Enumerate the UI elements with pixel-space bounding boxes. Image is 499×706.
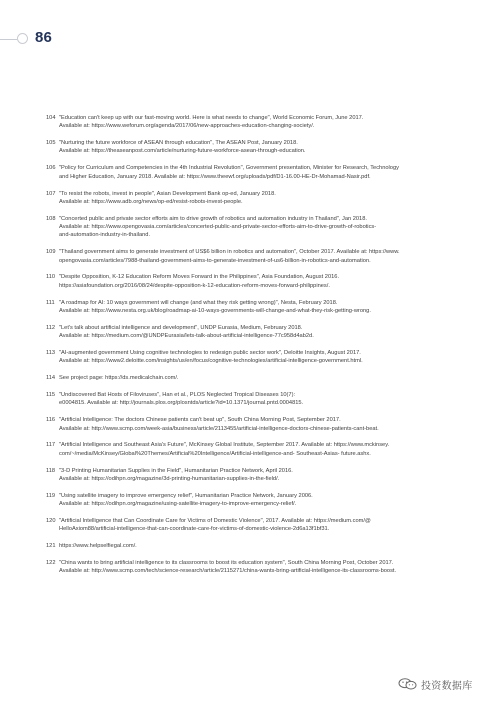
reference-citation: "Nurturing the future workforce of ASEAN through education", The ASEAN Post, January 2018. (59, 140, 298, 147)
reference-link[interactable]: and Higher Education, January 2018. Available at: https://www.theewf.org/uploads/pdf/D1-16.00-HE-Dr-Mohamad-Nasir.pdf. (59, 173, 371, 180)
reference-link[interactable]: com/~/media/McKinsey/Global%20Themes/Artificial%20Intelligence/Artificial-intelligence-and- Southeast-Asias- future.ashx. (59, 450, 371, 457)
reference-number: 122 (46, 560, 56, 567)
reference-link[interactable]: Available at: https://odihpn.org/magazine/3d-printing-humanitarian-supplies-in-the-field/. (59, 475, 280, 482)
header-rule (0, 39, 17, 40)
reference-citation: "Artificial Intelligence and Southeast Asia's Future", McKinsey Global Institute, September 2017. Available at: https://www.mckinsey. (59, 442, 390, 449)
reference-citation: "Using satellite imagery to improve emergency relief", Humanitarian Practice Network, January 2006. (59, 492, 313, 499)
reference-item (40, 517, 446, 534)
reference-number: 105 (46, 140, 56, 147)
reference-citation: https://www.helpselfiegal.com/. (59, 543, 137, 550)
reference-item (40, 164, 446, 181)
reference-item (40, 416, 446, 433)
reference-link[interactable]: Available at: https://odihpn.org/magazine/using-satellite-imagery-to-improve-emergency-relief/. (59, 501, 297, 508)
reference-number: 110 (46, 274, 56, 281)
page-number: 86 (35, 29, 53, 46)
reference-item (40, 441, 446, 458)
reference-list (40, 114, 446, 584)
reference-link[interactable]: Available at: https://www.nesta.org.uk/blog/roadmap-ai-10-ways-governments-will-change-and-what-they-risk-getting-wrong. (59, 307, 371, 314)
reference-item (40, 324, 446, 341)
reference-citation: "A roadmap for AI: 10 ways government will change (and what they risk getting wrong)", Nesta, February 2018. (59, 299, 338, 306)
reference-number: 111 (46, 299, 55, 306)
reference-citation: "3-D Printing Humanitarian Supplies in the Field", Humanitarian Practice Network, April 2016. (59, 467, 293, 474)
reference-link-continued[interactable]: and-automation-industry-in-thailand. (59, 232, 151, 239)
reference-link[interactable]: Available at: https://medium.com/@UNDPEurasia/lets-talk-about-artificial-intelligence-77c958d4ab2d. (59, 333, 314, 340)
reference-item (40, 215, 446, 240)
reference-item (40, 492, 446, 509)
reference-item (40, 467, 446, 484)
reference-link[interactable]: Available at: https://www.adb.org/news/op-ed/resist-robots-invest-people. (59, 198, 243, 205)
watermark (398, 677, 473, 691)
reference-citation: "Undiscovered Bat Hosts of Filoviruses", Han et al., PLOS Neglected Tropical Diseases 10(7): (59, 392, 296, 399)
reference-number: 104 (46, 115, 56, 121)
reference-citation: "Concerted public and private sector efforts aim to drive growth of robotics and automation industry in Thailand", Jan 2018. (59, 215, 367, 222)
reference-item (40, 114, 446, 131)
reference-number: 106 (46, 165, 56, 172)
reference-number: 107 (46, 190, 56, 197)
reference-number: 121 (46, 543, 56, 550)
reference-item (40, 190, 446, 207)
header-circle-icon (17, 33, 28, 44)
reference-item (40, 273, 446, 290)
reference-citation: "Artificial Intelligence: The doctors Chinese patients can't beat up", South China Morning Post, September 2017. (59, 417, 341, 424)
reference-link[interactable]: HelloAxiom88/artificial-intelligence-that-can-coordinate-care-for-victims-of-domestic-violence-2d6a13f1bf31. (59, 526, 330, 533)
reference-citation: "China wants to bring artificial intelligence to its classrooms to boost its education system", South China Morning Post, October 2017. (59, 560, 394, 567)
reference-citation: "AI-augmented government Using cognitive technologies to redesign public sector work", Deloitte Insights, August 2017. (59, 349, 361, 356)
reference-item (40, 559, 446, 576)
reference-number: 116 (46, 417, 56, 424)
reference-number: 115 (46, 392, 56, 399)
reference-item (40, 374, 446, 382)
reference-number: 113 (46, 349, 56, 356)
watermark-text: 投资数据库 (421, 680, 473, 692)
reference-link[interactable]: Available at: https://www.weforum.org/agenda/2017/06/new-approaches-education-changing-society/. (59, 123, 315, 130)
reference-link[interactable]: https://asiafoundation.org/2016/08/24/despite-opposition-k-12-education-reform-moves-forward-philippines/. (59, 282, 330, 289)
reference-number: 117 (46, 442, 56, 449)
reference-citation: See project page: https://ds.medicalchain.com/. (59, 375, 179, 382)
reference-citation: "Despite Opposition, K-12 Education Reform Moves Forward in the Philippines", Asia Foundation, August 2016. (59, 274, 340, 281)
reference-item (40, 248, 446, 265)
reference-link[interactable]: Available at: https://theaseanpost.com/article/nurturing-future-workforce-asean-through-education. (59, 148, 306, 155)
reference-link[interactable]: Available at: https://www2.deloitte.com/insights/us/en/focus/cognitive-technologies/artificial-intelligence-government.html. (59, 358, 363, 365)
reference-citation: "To resist the robots, invest in people", Asian Development Bank op-ed, January 2018. (59, 190, 276, 197)
reference-item (40, 139, 446, 156)
reference-link[interactable]: Available at: http://www.scmp.com/tech/science-research/article/2115271/china-wants-bring-artificial-intelligence-its-classrooms-boost. (59, 568, 397, 575)
reference-citation: "Thailand government aims to generate investment of US$6 billion in robotics and automation", October 2017. Available at: https://www. (59, 249, 400, 256)
reference-item (40, 391, 446, 408)
page-header (0, 26, 499, 52)
reference-item (40, 299, 446, 316)
reference-citation: "Education can't keep up with our fast-moving world. Here is what needs to change", World Economic Forum, June 2017. (59, 115, 364, 121)
reference-item (40, 349, 446, 366)
reference-number: 114 (46, 375, 56, 382)
reference-citation: "Policy for Curriculum and Competencies in the 4th Industrial Revolution", Government presentation, Minister for Research, Technology (59, 165, 399, 172)
reference-number: 118 (46, 467, 56, 474)
reference-link[interactable]: Available at: http://www.scmp.com/week-asia/business/article/2113455/artificial-intelligence-doctors-chinese-patients-cant-beat. (59, 425, 379, 432)
reference-citation: "Let's talk about artificial intelligence and development", UNDP Eurasia, Medium, February 2018. (59, 324, 303, 331)
reference-number: 108 (46, 215, 56, 222)
reference-link[interactable]: opengovasia.com/articles/7988-thailand-government-aims-to-generate-investment-of-us6-billion-in-robotics-and-automation. (59, 257, 371, 264)
reference-link[interactable]: Available at: https://www.opengovasia.com/articles/concerted-public-and-private-sector-efforts-aim-to-drive-growth-of-robotics- (59, 224, 377, 231)
reference-number: 120 (46, 518, 56, 524)
wechat-icon (398, 678, 418, 690)
reference-item (40, 542, 446, 550)
reference-number: 109 (46, 249, 56, 256)
reference-number: 112 (46, 324, 56, 331)
reference-citation: "Artificial Intelligence that Can Coordinate Care for Victims of Domestic Violence", 2017. Available at: https://medium.com/@ (59, 518, 371, 524)
reference-link[interactable]: e0004815. Available at: http://journals.plos.org/plosntds/article?id=10.1371/journal.pntd.0004815. (59, 400, 304, 407)
reference-number: 119 (46, 492, 56, 499)
